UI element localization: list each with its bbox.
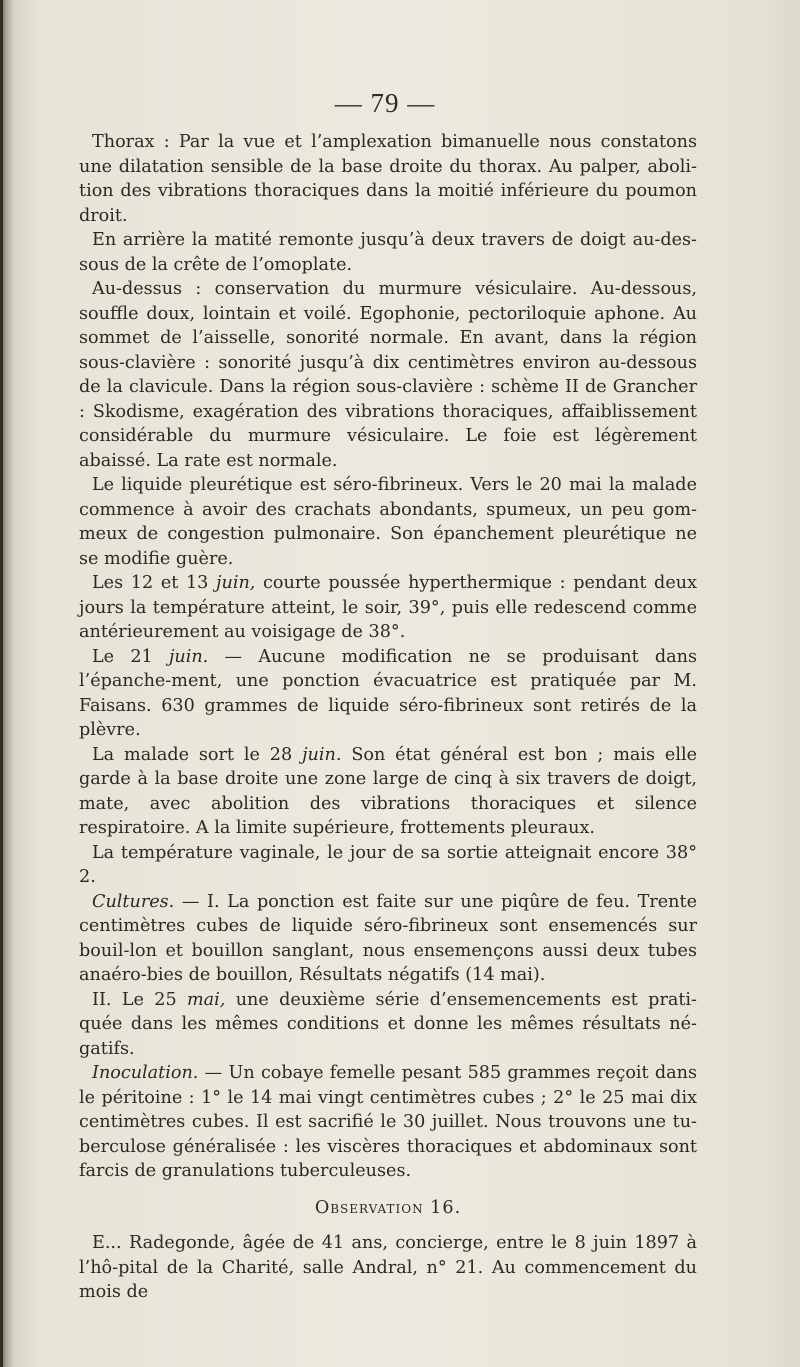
section-label-italic: Inoculation. xyxy=(92,1063,199,1083)
paragraph-juin-12 xyxy=(79,571,697,645)
text-run: — I. La ponction est faite sur une piqûre de feu. Trente centimètres cubes de liquide séro-fibrineux sont ensemencés sur bouil-lon et bouillon sanglant, nous ensemençons aussi deux tubes anaéro-bies de bouillon, Résultats négatifs (14 mai). xyxy=(79,891,697,985)
paragraph-cultures xyxy=(79,890,697,988)
text-run: La malade sort le 28 xyxy=(92,744,303,765)
body-text xyxy=(79,130,697,1305)
text-run: II. Le 25 xyxy=(92,989,187,1010)
text-run: Le 21 xyxy=(92,646,169,667)
paragraph-liquide: Le liquide pleurétique est séro-fibrineux. Vers le 20 mai la malade commence à avoir des crachats abondants, spumeux, un peu gom-meux de congestion pulmonaire. Son épanchement pleurétique ne se modifie guère. xyxy=(79,475,697,569)
text-run: — Aucune modification ne se produisant dans l’épanche-ment, une ponction évacuatrice est pratiquée par M. Faisans. 630 grammes de liquide séro-fibrineux sont retirés de la plèvre. xyxy=(79,646,697,740)
paragraph-observation: E... Radegonde, âgée de 41 ans, concierge, entre le 8 juin 1897 à l’hô-pital de la Charité, salle Andral, n° 21. Au commencement du mois de xyxy=(79,1233,697,1302)
text-run: Les 12 et 13 xyxy=(92,573,217,593)
paragraph-mai xyxy=(79,988,697,1062)
text-run: une deuxième série d’ensemencements est prati-quée dans les mêmes conditions et donne les mêmes résultats né-gatifs. xyxy=(79,989,697,1059)
paragraph-temperature: La température vaginale, le jour de sa sortie atteignait encore 38° 2. xyxy=(79,842,697,887)
date-italic: juin. xyxy=(302,744,342,765)
observation-heading: Observation 16. xyxy=(314,1197,462,1218)
paragraph-juin-28 xyxy=(79,743,697,841)
section-label-italic: Cultures. xyxy=(92,891,175,912)
paragraph-matite: En arrière la matité remonte jusqu’à deux travers de doigt au-des-sous de la crête de l’omoplate. xyxy=(79,230,697,275)
text-run: Son état général est bon ; mais elle garde à la base droite une zone large de cinq à six travers de doigt, mate, avec abolition des vibrations thoraciques et silence respiratoire. A la limite supérieure, frottements pleuraux. xyxy=(79,744,697,838)
paragraph-auscultation: Au-dessus : conservation du murmure vésiculaire. Au-dessous, souffle doux, lointain et voilé. Egophonie, pectoriloquie aphone. Au sommet de l’aisselle, sonorité normale. En avant, dans la région sous-clavière : sonorité jusqu’à dix centimètres environ au-dessous de la clavicule. Dans la région sous-clavière : schème II de Grancher : Skodisme, exagération des vibrations thoraciques, affaiblissement considérable du murmure vésiculaire. Le foie est légèrement abaissé. La rate est normale. xyxy=(79,279,697,471)
paragraph-juin-21 xyxy=(79,645,697,743)
text-run: courte poussée hyperthermique : pendant deux jours la température atteint, le soir, 39°, puis elle redescend comme antérieurement au voisigage de 38°. xyxy=(79,573,697,642)
page-number: — 79 — xyxy=(334,88,436,118)
text-run: — Un cobaye femelle pesant 585 grammes reçoit dans le péritoine : 1° le 14 mai vingt centimètres cubes ; 2° le 25 mai dix centimètres cubes. Il est sacrifié le 30 juillet. Nous trouvons une tu-berculose généralisée : les viscères thoraciques et abdominaux sont farcis de granulations tuberculeuses. xyxy=(79,1063,697,1181)
date-italic: juin. xyxy=(168,646,209,667)
paragraph-inoculation xyxy=(79,1061,697,1184)
date-italic: mai, xyxy=(186,989,226,1010)
paragraph-thorax: Thorax : Par la vue et l’amplexation bimanuelle nous constatons une dilatation sensible de la base droite du thorax. Au palper, aboli-tion des vibrations thoraciques dans la moitié inférieure du poumon droit. xyxy=(79,132,697,226)
date-italic: juin, xyxy=(216,573,256,593)
